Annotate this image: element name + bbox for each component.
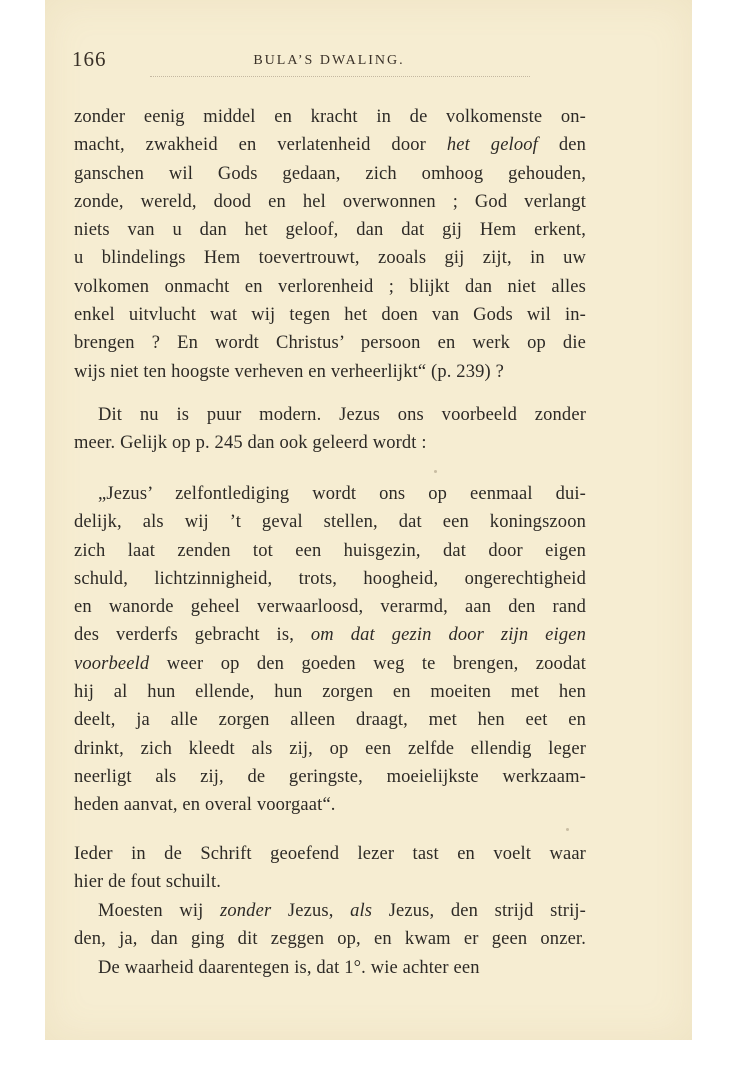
italic-text: het geloof [446, 135, 538, 156]
text-line [74, 329, 586, 357]
italic-text: zonder [220, 901, 272, 921]
text-line [74, 537, 586, 565]
text-segment: hier de fout schuilt. [74, 872, 222, 893]
text-line [74, 621, 586, 649]
text-segment: zonder eenig middel en kracht in de volkomenste on- [74, 107, 586, 127]
page-number: 166 [72, 47, 107, 71]
italic-text: als [350, 901, 373, 921]
text-segment: Moesten wij [98, 901, 221, 921]
text-line [74, 273, 586, 301]
text-segment: Jezus, [271, 901, 351, 921]
text-line [74, 868, 586, 896]
paragraph-quotation [74, 480, 586, 820]
text-segment: volkomen onmacht en verlorenheid ; blijkt dan niet alles [74, 276, 586, 297]
paper-speck [434, 470, 437, 473]
italic-text: om dat gezin door zijn eigen [310, 625, 586, 646]
paper-speck [566, 828, 569, 831]
text-segment: „Jezus’ zelfontlediging wordt ons op eenmaal dui- [98, 484, 586, 504]
paragraph-continuation [74, 103, 586, 386]
text-line [74, 593, 586, 621]
italic-text: voorbeeld [74, 653, 150, 674]
text-line [74, 791, 586, 819]
text-line [74, 244, 586, 272]
text-segment: heden aanvat, en overal voorgaat“. [74, 795, 336, 816]
text-line [74, 131, 586, 159]
text-segment: wijs niet ten hoogste verheven en verheerlijkt“ (p. 239) ? [74, 361, 504, 382]
text-line [74, 188, 586, 216]
text-segment: niets van u dan het geloof, dan dat gij Hem erkent, [74, 220, 586, 241]
text-segment: Ieder in de Schrift geoefend lezer tast en voelt waar [74, 844, 586, 864]
text-segment: u blindelings Hem toevertrouwt, zooals gij zijt, in uw [74, 248, 586, 269]
paragraph-modern [74, 401, 586, 458]
text-segment: brengen ? En wordt Christus’ persoon en werk op die [74, 333, 586, 354]
text-line [74, 429, 586, 457]
page-header [72, 47, 586, 75]
text-line [74, 650, 586, 678]
text-segment: den [537, 135, 586, 156]
text-segment: Jezus, den strijd strij- [372, 901, 586, 921]
text-line [74, 401, 586, 429]
text-line [74, 954, 586, 982]
text-segment: meer. Gelijk op p. 245 dan ook geleerd wordt : [74, 433, 427, 454]
text-line [74, 763, 586, 791]
text-line [74, 508, 586, 536]
text-line [74, 565, 586, 593]
running-title: BULA’S DWALING. [253, 53, 405, 68]
text-line [74, 160, 586, 188]
text-segment: enkel uitvlucht wat wij tegen het doen van Gods wil in- [74, 305, 586, 326]
text-segment: ganschen wil Gods gedaan, zich omhoog gehouden, [74, 163, 586, 184]
text-line [74, 735, 586, 763]
text-segment: weer op den goeden weg te brengen, zoodat [149, 653, 586, 674]
text-segment: macht, zwakheid en verlatenheid door [74, 135, 447, 156]
text-line [74, 301, 586, 329]
text-segment: delijk, als wij ’t geval stellen, dat een koningszoon [74, 512, 586, 533]
text-segment: De waarheid daarentegen is, dat 1°. wie achter een [98, 957, 480, 978]
text-line [74, 358, 586, 386]
text-line [74, 925, 586, 953]
text-segment: zonde, wereld, dood en hel overwonnen ; God verlangt [74, 191, 586, 212]
text-segment: neerligt als zij, de geringste, moeielijkste werkzaam- [74, 766, 586, 787]
paragraph-waarheid [74, 897, 586, 982]
paragraph-schrift [74, 840, 586, 897]
text-line [74, 216, 586, 244]
text-segment: den, ja, dan ging dit zeggen op, en kwam er geen onzer. [74, 929, 586, 950]
text-segment: zich laat zenden tot een huisgezin, dat door eigen [74, 540, 586, 561]
text-line [74, 897, 586, 925]
text-segment: hij al hun ellende, hun zorgen en moeiten met hen [74, 682, 586, 703]
text-segment: deelt, ja alle zorgen alleen draagt, met hen eet en [74, 710, 586, 731]
text-segment: en wanorde geheel verwaarloosd, verarmd, aan den rand [74, 597, 586, 618]
text-line [74, 706, 586, 734]
text-segment: schuld, lichtzinnigheid, trots, hoogheid, ongerechtigheid [74, 568, 586, 589]
header-rule [150, 72, 530, 77]
text-segment: Dit nu is puur modern. Jezus ons voorbeeld zonder [98, 405, 586, 425]
text-line [74, 103, 586, 131]
text-segment: drinkt, zich kleedt als zij, op een zelfde ellendig leger [74, 738, 586, 759]
text-line [74, 678, 586, 706]
text-line [74, 840, 586, 868]
text-line [74, 480, 586, 508]
text-segment: des verderfs gebracht is, [74, 625, 311, 646]
